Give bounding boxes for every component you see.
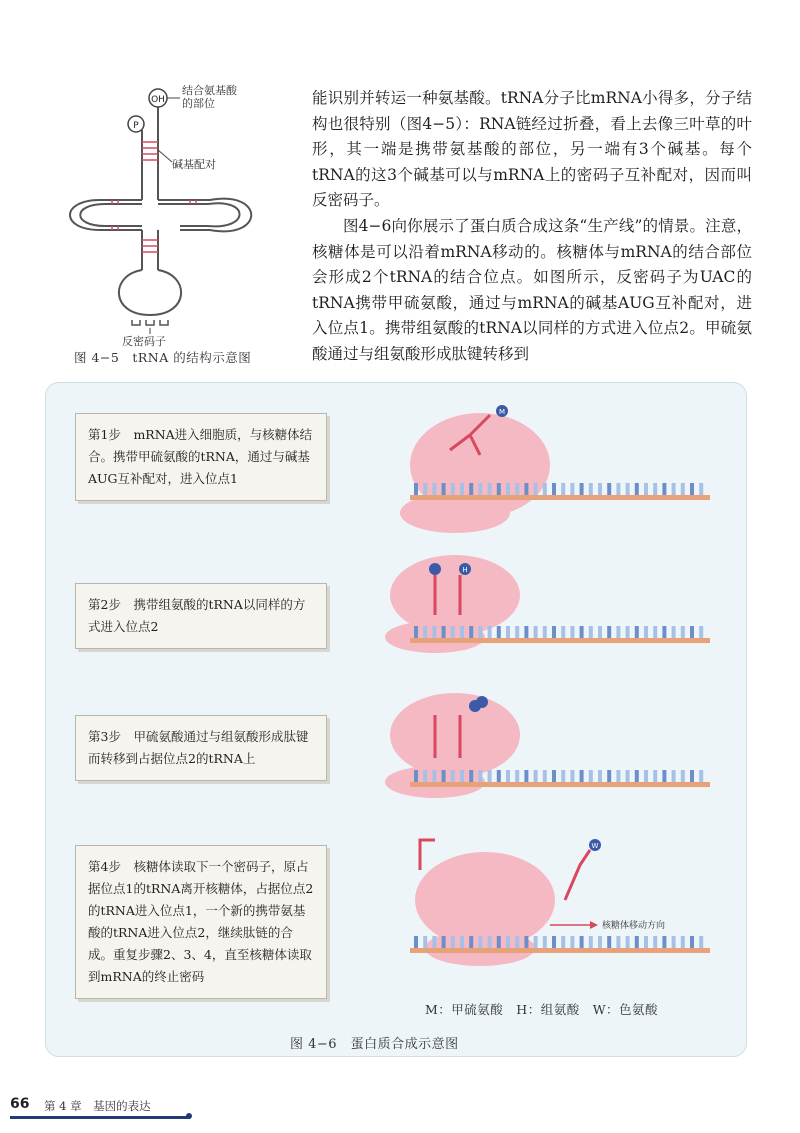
- codon-base: [460, 483, 464, 495]
- footer-dot: [186, 1113, 192, 1119]
- codon-base: [589, 483, 593, 495]
- codon-base: [635, 626, 639, 638]
- codon-base: [442, 770, 446, 782]
- codon-base: [414, 936, 418, 948]
- codon-base: [626, 626, 630, 638]
- codon-base: [506, 626, 510, 638]
- codon-base: [589, 770, 593, 782]
- step-4-diagram: [380, 830, 720, 980]
- codon-base: [580, 483, 584, 495]
- codon-base: [635, 936, 639, 948]
- codon-base: [497, 483, 501, 495]
- fig46-caption: 图 4−6 蛋白质合成示意图: [290, 1037, 459, 1052]
- anticodon-label: 反密码子: [122, 335, 166, 348]
- codon-base: [460, 626, 464, 638]
- body-text: [312, 86, 752, 368]
- codon-base: [515, 626, 519, 638]
- p-label: P: [133, 121, 139, 131]
- codon-base: [607, 626, 611, 638]
- codon-base: [662, 936, 666, 948]
- step-2-box: 第2步 携带组氨酸的tRNA以同样的方式进入位点2: [75, 583, 327, 649]
- codon-base: [460, 770, 464, 782]
- codon-base: [442, 626, 446, 638]
- svg-text:M: M: [498, 408, 506, 416]
- codon-base: [497, 626, 501, 638]
- codon-base: [653, 770, 657, 782]
- codon-base: [524, 626, 528, 638]
- codon-base: [607, 770, 611, 782]
- codon-base: [589, 626, 593, 638]
- codon-base: [478, 483, 482, 495]
- codon-base: [607, 483, 611, 495]
- codon-base: [616, 770, 620, 782]
- codon-base: [653, 626, 657, 638]
- codon-base: [515, 770, 519, 782]
- codon-base: [515, 483, 519, 495]
- codon-base: [598, 626, 602, 638]
- codon-base: [478, 626, 482, 638]
- codon-base: [699, 626, 703, 638]
- codon-base: [497, 770, 501, 782]
- codon-base: [626, 936, 630, 948]
- codon-base: [598, 936, 602, 948]
- trna-structure-figure: [50, 80, 290, 380]
- mrna-strand: [410, 495, 710, 500]
- codon-base: [515, 936, 519, 948]
- base-pair-label: 碱基配对: [172, 158, 216, 171]
- codon-base: [469, 626, 473, 638]
- codon-base: [626, 770, 630, 782]
- codon-base: [589, 936, 593, 948]
- codon-base: [432, 936, 436, 948]
- codon-base: [598, 483, 602, 495]
- codon-base: [570, 770, 574, 782]
- codon-base: [497, 936, 501, 948]
- codon-base: [690, 770, 694, 782]
- paragraph-1: 能识别并转运一种氨基酸。tRNA分子比mRNA小得多，分子结构也很特别（图4−5）：RNA链经过折叠，看上去像三叶草的叶形，其一端是携带氨基酸的部位，另一端有3个碱基。每个tRNA的这3个碱基可以与mRNA上的密码子互补配对，因而叫反密码子。: [312, 89, 752, 210]
- codon-base: [672, 936, 676, 948]
- codon-base: [580, 626, 584, 638]
- codon-base: [690, 626, 694, 638]
- codon-base: [534, 770, 538, 782]
- codon-base: [451, 936, 455, 948]
- amino-acid-h: [476, 696, 488, 708]
- codon-base: [635, 770, 639, 782]
- codon-base: [672, 626, 676, 638]
- chapter-title: 第 4 章 基因的表达: [44, 1099, 151, 1113]
- page-footer: [10, 1092, 790, 1122]
- codon-base: [543, 770, 547, 782]
- trna-cloverleaf-diagram: [50, 80, 290, 350]
- codon-base: [543, 483, 547, 495]
- codon-base: [460, 936, 464, 948]
- codon-base: [552, 483, 556, 495]
- codon-base: [616, 936, 620, 948]
- codon-base: [598, 770, 602, 782]
- step-4-box: 第4步 核糖体读取下一个密码子，原占据位点1的tRNA离开核糖体，占据位点2的tRNA进入位点1，一个新的携带氨基酸的tRNA进入位点2，继续肽链的合成。重复步骤2、3、4，直至核糖体读取到mRNA的终止密码: [75, 845, 327, 999]
- paragraph-2: 图4−6向你展示了蛋白质合成这条“生产线”的情景。注意，核糖体是可以沿着mRNA移动的。核糖体与mRNA的结合部位会形成2个tRNA的结合位点。如图所示，反密码子为UAC的tRNA携带甲硫氨酸，通过与mRNA的碱基AUG互补配对，进入位点1。携带组氨酸的tRNA以同样的方式进入位点2。甲硫氨酸通过与组氨酸形成肽键转移到: [312, 216, 752, 363]
- page-number: 66: [10, 1096, 30, 1112]
- codon-base: [432, 770, 436, 782]
- codon-base: [681, 483, 685, 495]
- codon-base: [478, 936, 482, 948]
- codon-base: [644, 483, 648, 495]
- codon-base: [672, 483, 676, 495]
- codon-base: [543, 936, 547, 948]
- codon-base: [488, 626, 492, 638]
- codon-base: [469, 936, 473, 948]
- ribosome-large-subunit: [390, 693, 520, 777]
- codon-base: [488, 936, 492, 948]
- codon-base: [653, 936, 657, 948]
- codon-base: [442, 483, 446, 495]
- amino-site-label-1: 结合氨基酸: [182, 84, 237, 97]
- codon-base: [699, 936, 703, 948]
- codon-base: [635, 483, 639, 495]
- codon-base: [580, 770, 584, 782]
- codon-base: [451, 770, 455, 782]
- mrna-strand: [410, 948, 710, 953]
- codon-base: [469, 483, 473, 495]
- codon-base: [442, 936, 446, 948]
- codon-base: [552, 770, 556, 782]
- svg-text:W: W: [591, 842, 599, 850]
- codon-base: [561, 626, 565, 638]
- codon-base: [662, 483, 666, 495]
- step-3-diagram: [380, 690, 720, 800]
- footer-rule: [10, 1116, 190, 1119]
- mrna-strand: [410, 638, 710, 643]
- codon-base: [552, 626, 556, 638]
- codon-base: [662, 770, 666, 782]
- codon-base: [681, 770, 685, 782]
- step-1-box: 第1步 mRNA进入细胞质，与核糖体结合。携带甲硫氨酸的tRNA，通过与碱基AUG互补配对，进入位点1: [75, 413, 327, 501]
- codon-base: [488, 770, 492, 782]
- codon-base: [478, 770, 482, 782]
- codon-base: [423, 936, 427, 948]
- codon-base: [570, 936, 574, 948]
- incoming-trna: [565, 850, 590, 900]
- codon-base: [543, 626, 547, 638]
- svg-text:H: H: [462, 566, 468, 574]
- codon-base: [570, 626, 574, 638]
- codon-base: [534, 626, 538, 638]
- codon-base: [534, 483, 538, 495]
- codon-base: [451, 483, 455, 495]
- amino-acid-m: [429, 563, 441, 575]
- codon-base: [414, 483, 418, 495]
- codon-base: [626, 483, 630, 495]
- codon-base: [524, 483, 528, 495]
- move-direction-label: 核糖体移动方向: [602, 921, 666, 931]
- codon-base: [488, 483, 492, 495]
- codon-base: [672, 770, 676, 782]
- step-2-diagram: [380, 555, 720, 655]
- codon-base: [552, 936, 556, 948]
- codon-base: [644, 770, 648, 782]
- step-1-diagram: [380, 395, 720, 535]
- oh-label: OH: [151, 95, 165, 105]
- codon-base: [506, 770, 510, 782]
- codon-base: [432, 626, 436, 638]
- codon-base: [580, 936, 584, 948]
- codon-base: [414, 626, 418, 638]
- codon-base: [534, 936, 538, 948]
- codon-base: [662, 626, 666, 638]
- codon-base: [561, 770, 565, 782]
- codon-base: [561, 483, 565, 495]
- codon-base: [616, 483, 620, 495]
- step-3-box: 第3步 甲硫氨酸通过与组氨酸形成肽键而转移到占据位点2的tRNA上: [75, 715, 327, 781]
- codon-base: [699, 770, 703, 782]
- amino-acid-legend: M：甲硫氨酸 H：组氨酸 W：色氨酸: [425, 1002, 659, 1017]
- codon-base: [616, 626, 620, 638]
- codon-base: [423, 770, 427, 782]
- codon-base: [451, 626, 455, 638]
- codon-base: [506, 483, 510, 495]
- codon-base: [607, 936, 611, 948]
- codon-base: [690, 936, 694, 948]
- codon-base: [506, 936, 510, 948]
- mrna-strand: [410, 782, 710, 787]
- codon-base: [681, 626, 685, 638]
- codon-base: [681, 936, 685, 948]
- codon-base: [644, 936, 648, 948]
- codon-base: [690, 483, 694, 495]
- codon-base: [561, 936, 565, 948]
- amino-site-label-2: 的部位: [182, 97, 215, 110]
- codon-base: [570, 483, 574, 495]
- fig45-caption: 图 4−5 tRNA 的结构示意图: [74, 350, 252, 365]
- codon-base: [699, 483, 703, 495]
- codon-base: [469, 770, 473, 782]
- codon-base: [423, 483, 427, 495]
- codon-base: [653, 483, 657, 495]
- codon-base: [414, 770, 418, 782]
- codon-base: [524, 936, 528, 948]
- departing-trna: [420, 840, 435, 870]
- codon-base: [423, 626, 427, 638]
- codon-base: [432, 483, 436, 495]
- codon-base: [524, 770, 528, 782]
- codon-base: [644, 626, 648, 638]
